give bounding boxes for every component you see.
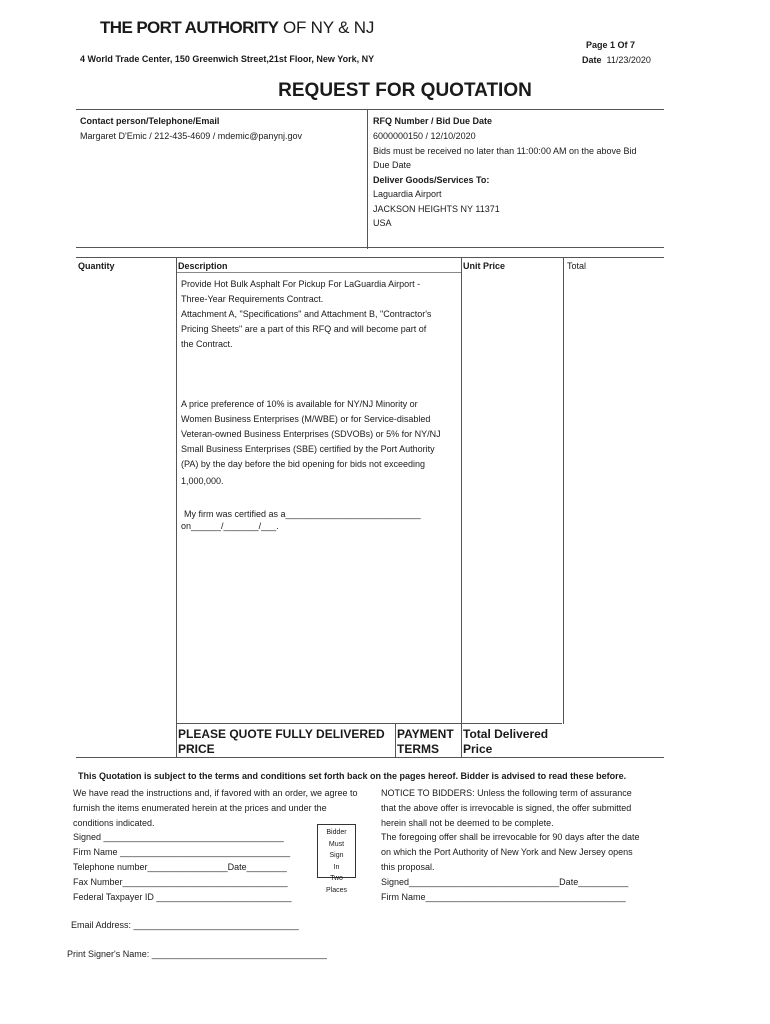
logo-bold-text: THE PORT AUTHORITY <box>100 18 279 37</box>
signed-field[interactable]: Signed ____________________________________ <box>73 832 284 842</box>
payment-terms-label: PAYMENT TERMS <box>397 727 454 756</box>
column-divider <box>461 257 462 757</box>
col-header-unit-price: Unit Price <box>463 261 506 271</box>
col-header-total: Total <box>567 261 587 271</box>
page-number: Page 1 Of 7 <box>586 40 636 50</box>
total-delivered-price-label: Total Delivered Price <box>463 727 549 756</box>
bid-deadline-note: Due Date <box>373 160 412 170</box>
description-line: the Contract. <box>181 339 233 349</box>
bidder-box-line: Two <box>330 875 343 882</box>
description-line: Veteran-owned Business Enterprises (SDVOBs) or 5% for NY/NJ <box>181 429 441 439</box>
column-divider <box>563 257 564 724</box>
assurance-firm-name-field[interactable]: Firm Name________________________________________ <box>381 892 626 902</box>
description-line: Provide Hot Bulk Asphalt For Pickup For LaGuardia Airport - <box>181 279 421 289</box>
office-address: 4 World Trade Center, 150 Greenwich Street,21st Floor, New York, NY <box>80 54 375 64</box>
description-line: Small Business Enterprises (SBE) certified by the Port Authority <box>181 444 435 454</box>
notice-to-bidders-text: herein shall not be deemed to be complete. <box>381 818 554 828</box>
divider <box>367 109 368 249</box>
contact-label: Contact person/Telephone/Email <box>80 116 220 126</box>
document-date <box>582 55 651 65</box>
description-line: A price preference of 10% is available for NY/NJ Minority or <box>181 399 418 409</box>
col-header-description: Description <box>178 261 228 271</box>
taxpayer-id-field[interactable]: Federal Taxpayer ID ___________________________ <box>73 892 292 902</box>
description-line <box>181 382 459 397</box>
contact-value: Margaret D'Emic / 212-435-4609 / mdemic@panynj.gov <box>80 131 302 141</box>
agreement-text: We have read the instructions and, if favored with an order, we agree to <box>73 788 358 798</box>
column-divider <box>176 257 177 757</box>
notice-to-bidders-text: NOTICE TO BIDDERS: Unless the following term of assurance <box>381 788 632 798</box>
bidder-box-line: Must <box>328 840 345 848</box>
terms-notice: This Quotation is subject to the terms and conditions set forth back on the pages hereof. Bidder is advised to read these before. <box>78 771 627 781</box>
firm-name-field[interactable]: Firm Name __________________________________ <box>73 847 291 857</box>
logo-light-text: OF NY & NJ <box>282 18 375 37</box>
agreement-text: furnish the items enumerated herein at the prices and under the <box>73 803 327 813</box>
table-footer-border <box>176 723 562 724</box>
description-line <box>181 352 459 367</box>
notice-to-bidders-text: The foregoing offer shall be irrevocable for 90 days after the date <box>381 832 640 842</box>
description-line: 1,000,000. <box>181 476 224 486</box>
description-line: Attachment A, "Specifications" and Attachment B, "Contractor's <box>181 309 432 319</box>
notice-to-bidders-text: that the above offer is irrevocable is signed, the offer submitted <box>381 803 632 813</box>
description-line: Three-Year Requirements Contract. <box>181 294 324 304</box>
deliver-address-line: JACKSON HEIGHTS NY 11371 <box>373 204 500 214</box>
bidder-must-sign-box <box>317 824 356 894</box>
assurance-signed-field[interactable]: Signed______________________________Date__________ <box>381 877 629 887</box>
print-signer-name-field[interactable]: Print Signer's Name: ___________________________________ <box>67 949 327 959</box>
header-underline <box>176 272 462 273</box>
col-header-quantity: Quantity <box>78 261 115 271</box>
certified-date-field[interactable]: on______/_______/___. <box>181 521 279 531</box>
agreement-text: conditions indicated. <box>73 818 155 828</box>
certified-as-field[interactable]: My firm was certified as a___________________________ <box>184 509 421 519</box>
description-line: Women Business Enterprises (M/WBE) or for Service-disabled <box>181 414 431 424</box>
deliver-address-line: Laguardia Airport <box>373 189 442 199</box>
telephone-date-field[interactable]: Telephone number________________Date________ <box>73 862 287 872</box>
table-bottom-border <box>76 757 664 758</box>
notice-to-bidders-text: on which the Port Authority of New York and New Jersey opens <box>381 847 633 857</box>
item-description <box>181 277 459 489</box>
column-divider <box>395 724 396 757</box>
page-title: REQUEST FOR QUOTATION <box>278 80 532 101</box>
description-line: Pricing Sheets" are a part of this RFQ and will become part of <box>181 324 427 334</box>
deliver-label: Deliver Goods/Services To: <box>373 175 490 185</box>
bidder-box-line: Bidder <box>326 829 347 836</box>
notice-to-bidders-text: this proposal. <box>381 862 435 872</box>
date-label: Date <box>582 55 602 65</box>
rfq-label: RFQ Number / Bid Due Date <box>373 116 493 126</box>
quote-delivered-price-label: PLEASE QUOTE FULLY DELIVERED PRICE <box>178 727 385 756</box>
description-line <box>181 367 459 382</box>
bidder-box-line: In <box>333 863 340 871</box>
bidder-box-line: Places <box>325 886 347 894</box>
divider <box>76 109 664 110</box>
deliver-address-line: USA <box>373 218 392 228</box>
description-line: (PA) by the day before the bid opening for bids not exceeding <box>181 459 425 469</box>
rfq-value: 6000000150 / 12/10/2020 <box>373 131 476 141</box>
fax-number-field[interactable]: Fax Number_________________________________ <box>73 877 288 887</box>
bidder-box-line: Sign <box>329 852 344 859</box>
table-top-border <box>76 257 664 258</box>
date-value: 11/23/2020 <box>606 55 651 65</box>
divider <box>76 247 664 248</box>
port-authority-logo <box>100 18 374 38</box>
bid-deadline-note: Bids must be received no later than 11:00:00 AM on the above Bid <box>373 146 637 156</box>
email-address-field[interactable]: Email Address: _________________________________ <box>71 920 299 930</box>
